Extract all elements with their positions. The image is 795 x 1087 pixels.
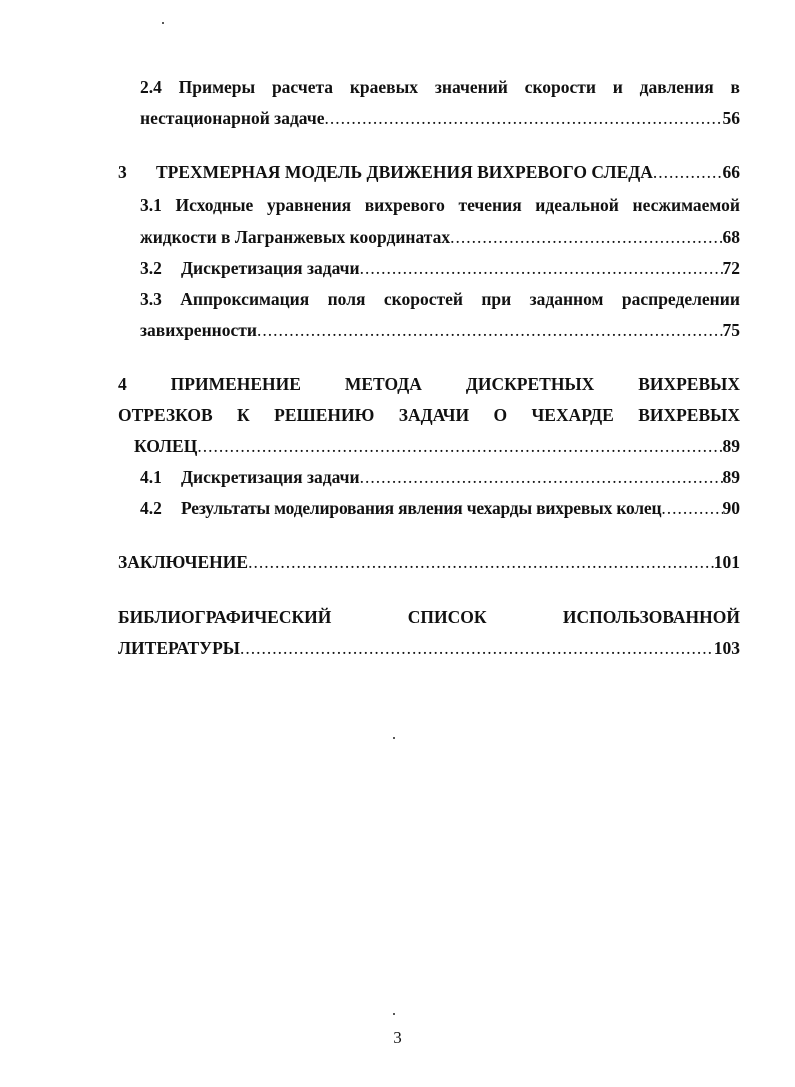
toc-page-number: 101 [713, 552, 740, 572]
toc-entry-title: Дискретизация задачи [181, 258, 360, 278]
toc-word: давления [639, 77, 714, 97]
scan-speck [393, 1013, 395, 1015]
toc-entry-title: Дискретизация задачи [181, 467, 360, 487]
toc-word: ИСПОЛЬЗОВАННОЙ [562, 607, 740, 627]
toc-word: РЕШЕНИЮ [274, 405, 375, 425]
toc-word: заданном [529, 289, 604, 309]
toc-page-number: 103 [713, 638, 740, 658]
toc-entry-number: 3 [118, 162, 127, 182]
toc-page-number: 68 [722, 227, 740, 247]
toc-leader [257, 319, 723, 341]
toc-word: ЧЕХАРДЕ [531, 405, 614, 425]
scan-speck [162, 22, 164, 24]
toc-word: в [730, 77, 740, 97]
toc-word: МЕТОДА [344, 374, 422, 394]
toc-entry-bibliography-line2 [118, 637, 740, 659]
toc-word: ЗАДАЧИ [398, 405, 470, 425]
toc-word: поля [327, 289, 366, 309]
toc-entry-title: ТРЕХМЕРНАЯ МОДЕЛЬ ДВИЖЕНИЯ ВИХРЕВОГО СЛЕДА [156, 162, 653, 182]
toc-page-number: 66 [722, 162, 740, 182]
toc-word: вихревого [364, 195, 445, 215]
toc-entry-title: Результаты моделирования явления чехарды вихревых колец [181, 498, 662, 518]
toc-word: значений [434, 77, 508, 97]
toc-page-number: 56 [722, 108, 740, 128]
toc-entry-4-line3 [134, 435, 740, 457]
page-number: 3 [393, 1028, 402, 1047]
toc-word: ДИСКРЕТНЫХ [465, 374, 595, 394]
toc-entry-title: нестационарной задаче [140, 108, 325, 128]
toc-page-number: 90 [722, 498, 740, 518]
toc-entry-number: 4.1 [140, 467, 162, 487]
scan-speck [393, 737, 395, 739]
toc-word: О [493, 405, 508, 425]
toc-word: Аппроксимация [180, 289, 310, 309]
toc-word: ВИХРЕВЫХ [638, 374, 740, 394]
toc-entry-conclusion [118, 551, 740, 573]
toc-word: скорости [524, 77, 596, 97]
toc-entry-title: жидкости в Лагранжевых координатах [140, 227, 451, 247]
toc-page-number: 75 [722, 320, 740, 340]
toc-entry-title: КОЛЕЦ [134, 436, 198, 456]
toc-leader [653, 161, 723, 183]
toc-entry-3-1-line2 [140, 226, 740, 248]
toc-entry-3-1-line1 [140, 194, 740, 216]
toc-entry-number: 3.3 [140, 289, 162, 309]
toc-word: Примеры [178, 77, 256, 97]
toc-leader [360, 257, 723, 279]
toc-word: ПРИМЕНЕНИЕ [170, 374, 301, 394]
toc-word: СПИСОК [407, 607, 487, 627]
toc-word: уравнения [266, 195, 352, 215]
toc-word: ОТРЕЗКОВ [118, 405, 213, 425]
toc-word: краевых [349, 77, 419, 97]
toc-page-number: 72 [722, 258, 740, 278]
toc-entry-title: завихренности [140, 320, 257, 340]
toc-word: скоростей [383, 289, 463, 309]
toc-word: БИБЛИОГРАФИЧЕСКИЙ [118, 607, 332, 627]
toc-entry-2-4-line2 [140, 107, 740, 129]
toc-entry-3-3-line2 [140, 319, 740, 341]
toc-leader [248, 551, 714, 573]
toc-entry-number: 4.2 [140, 498, 162, 518]
toc-entry-number: 3.2 [140, 258, 162, 278]
toc-entry-3-2 [140, 257, 740, 279]
toc-leader [661, 497, 722, 519]
toc-leader [325, 107, 723, 129]
toc-word: идеальной [535, 195, 619, 215]
toc-word: при [481, 289, 512, 309]
toc-word: распределении [621, 289, 740, 309]
toc-word: несжимаемой [632, 195, 740, 215]
toc-leader [197, 435, 722, 457]
toc-leader [360, 466, 723, 488]
toc-leader [450, 226, 722, 248]
toc-word: течения [458, 195, 522, 215]
toc-entry-3 [118, 161, 740, 183]
toc-entry-4-2 [140, 497, 740, 519]
toc-entry-title: ЛИТЕРАТУРЫ [118, 638, 240, 658]
toc-entry-4-line1 [118, 373, 740, 395]
toc-entry-bibliography-line1 [118, 606, 740, 628]
toc-entry-4-1 [140, 466, 740, 488]
toc-word: К [237, 405, 250, 425]
toc-entry-4-line2 [118, 404, 740, 426]
toc-page-number: 89 [722, 467, 740, 487]
toc-entry-2-4-line1 [140, 76, 740, 98]
toc-word: и [612, 77, 623, 97]
toc-entry-title: ЗАКЛЮЧЕНИЕ [118, 552, 249, 572]
toc-leader [240, 637, 714, 659]
toc-word: расчета [271, 77, 334, 97]
toc-entry-number: 2.4 [140, 77, 162, 97]
toc-entry-3-3-line1 [140, 288, 740, 310]
toc-entry-number: 4 [118, 374, 127, 394]
toc-page-number: 89 [722, 436, 740, 456]
toc-word: Исходные [175, 195, 254, 215]
toc-entry-number: 3.1 [140, 195, 162, 215]
toc-word: ВИХРЕВЫХ [638, 405, 740, 425]
